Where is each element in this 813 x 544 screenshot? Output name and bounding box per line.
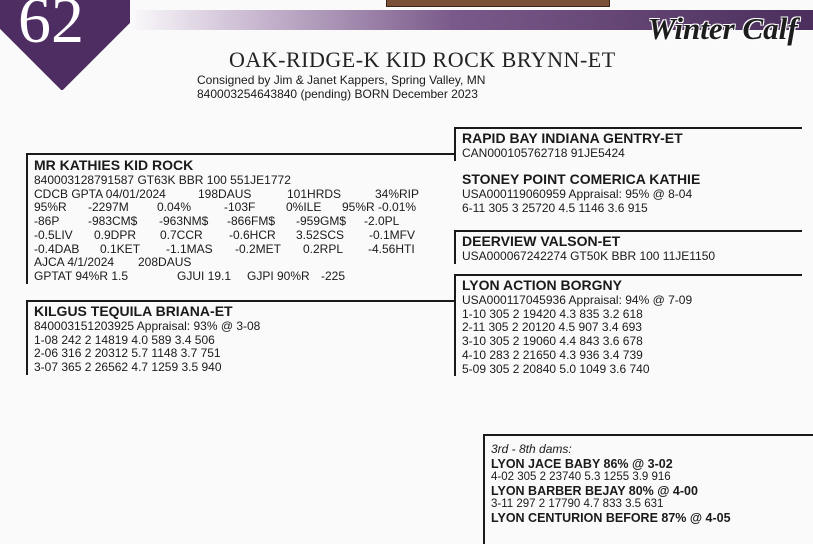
lactation-record: 1-08 242 2 14819 4.0 589 3.4 506 [34, 332, 215, 347]
genomic-value: -0.4DAB [34, 241, 80, 256]
genomic-value: 95%R [34, 200, 67, 215]
sire-genomic-row [34, 270, 454, 284]
genomic-value: CDCB GPTA 04/01/2024 [34, 186, 166, 201]
ancestor-id: CAN000105762718 91JE5424 [462, 146, 625, 160]
genomic-value: 0.1KET [100, 241, 141, 256]
animal-id-line: 840003254643840 (pending) BORN December 2023 [197, 87, 478, 101]
genomic-value: GPTAT 94%R 1.5 [34, 268, 129, 283]
sire-genomic-row [34, 256, 454, 270]
sire-id: 840003128791587 GT63K BBR 100 551JE1772 [34, 173, 291, 187]
genomic-value: 101HRDS [287, 186, 342, 201]
ancestor-name: DEERVIEW VALSON-ET [462, 233, 621, 249]
genomic-value: -225 [321, 268, 346, 283]
genomic-value: -2.0PL [364, 214, 400, 229]
lactation-record: 1-10 305 2 19420 4.3 835 3.2 618 [462, 306, 643, 321]
genomic-value: 3.52SCS [296, 227, 345, 242]
genomic-value: -0.6HCR [229, 227, 276, 242]
consignor-info [197, 73, 485, 101]
sire-genomic-row [34, 215, 454, 229]
genomic-value: -103F [224, 200, 256, 215]
later-dam-name: LYON BARBER BEJAY 80% @ 4-00 [491, 484, 698, 498]
category-label: Winter Calf [648, 11, 798, 46]
genomic-value: AJCA 4/1/2024 [34, 255, 115, 270]
lactation-record: 2-06 316 2 20312 5.7 1148 3.7 751 [34, 346, 221, 361]
genomic-value: -963NM$ [159, 214, 209, 229]
genomic-value: -1.1MAS [166, 241, 213, 256]
later-dam-name: LYON JACE BABY 86% @ 3-02 [491, 457, 673, 471]
later-dams-heading: 3rd - 8th dams: [491, 442, 572, 456]
sire-of-dam-block [454, 230, 802, 264]
lactation-record: 4-10 283 2 21650 4.3 936 3.4 739 [462, 347, 643, 362]
dam-id: 840003151203925 Appraisal: 93% @ 3-08 [34, 319, 261, 333]
sire-genomic-row [34, 229, 454, 243]
genomic-value: -2297M [88, 200, 129, 215]
genomic-value: 34%RIP [375, 186, 420, 201]
genomic-value: -4.56HTI [368, 241, 415, 256]
ancestor-id: USA000119060959 Appraisal: 95% @ 8-04 [462, 187, 693, 201]
genomic-value: 198DAUS [198, 186, 252, 201]
dam-name: KILGUS TEQUILA BRIANA-ET [34, 303, 233, 319]
genomic-value: GJUI 19.1 [177, 268, 232, 283]
genomic-value: -866FM$ [227, 214, 276, 229]
genomic-value: 0.04% [157, 200, 192, 215]
genomic-value: -0.2MET [235, 241, 282, 256]
later-dam-record: 3-11 297 2 17790 4.7 833 3.5 631 [491, 498, 664, 510]
later-dams-box [483, 434, 813, 544]
genomic-value: 208DAUS [138, 255, 192, 270]
ancestor-name: LYON ACTION BORGNY [462, 277, 622, 293]
later-dam-record: 4-02 305 2 23740 5.3 1255 3.9 916 [491, 471, 671, 483]
dam-of-sire-block [462, 171, 802, 215]
genomic-value: 0.9DPR [94, 227, 137, 242]
lot-number: 62 [18, 0, 84, 57]
ancestor-id: USA000067242274 GT50K BBR 100 11JE1150 [462, 249, 716, 263]
animal-name: OAK-RIDGE-K KID ROCK BRYNN-ET [229, 47, 616, 72]
genomic-value: 0.7CCR [160, 227, 203, 242]
sire-block [26, 153, 454, 284]
sire-genomic-row [34, 188, 454, 202]
ancestor-name: RAPID BAY INDIANA GENTRY-ET [462, 130, 683, 146]
genomic-value: -86P [34, 214, 60, 229]
later-dam-name: LYON CENTURION BEFORE 87% @ 4-05 [491, 511, 731, 525]
genomic-value: 95%R -0.01% [342, 200, 417, 215]
sire-name: MR KATHIES KID ROCK [34, 157, 194, 173]
genomic-value: -0.5LIV [34, 227, 73, 242]
dam-block [26, 300, 454, 375]
photo-edge [386, 0, 610, 7]
genomic-value: 0.2RPL [303, 241, 344, 256]
genomic-value: -0.1MFV [369, 227, 416, 242]
lot-badge [0, 0, 130, 90]
dam-of-dam-block [454, 274, 802, 376]
genomic-value: -983CM$ [88, 214, 138, 229]
lactation-record: 5-09 305 2 20840 5.0 1049 3.6 740 [462, 361, 650, 376]
ancestor-id: USA000117045936 Appraisal: 94% @ 7-09 [462, 293, 693, 307]
consignor-line: Consigned by Jim & Janet Kappers, Spring Valley, MN [197, 73, 486, 87]
genomic-value: -959GM$ [296, 214, 347, 229]
genomic-value: 0%ILE [286, 200, 322, 215]
sire-of-sire-block [454, 127, 802, 161]
lactation-record: 3-10 305 2 19060 4.4 843 3.6 678 [462, 334, 643, 349]
genomic-value: GJPI 90%R [247, 268, 310, 283]
lactation-record: 3-07 365 2 26562 4.7 1259 3.5 940 [34, 360, 222, 375]
lactation-record: 6-11 305 3 25720 4.5 1146 3.6 915 [462, 200, 648, 215]
sire-genomic-row [34, 243, 454, 257]
ancestor-name: STONEY POINT COMERICA KATHIE [462, 171, 701, 187]
lactation-record: 2-11 305 2 20120 4.5 907 3.4 693 [462, 320, 642, 335]
sire-genomic-row [34, 201, 454, 215]
